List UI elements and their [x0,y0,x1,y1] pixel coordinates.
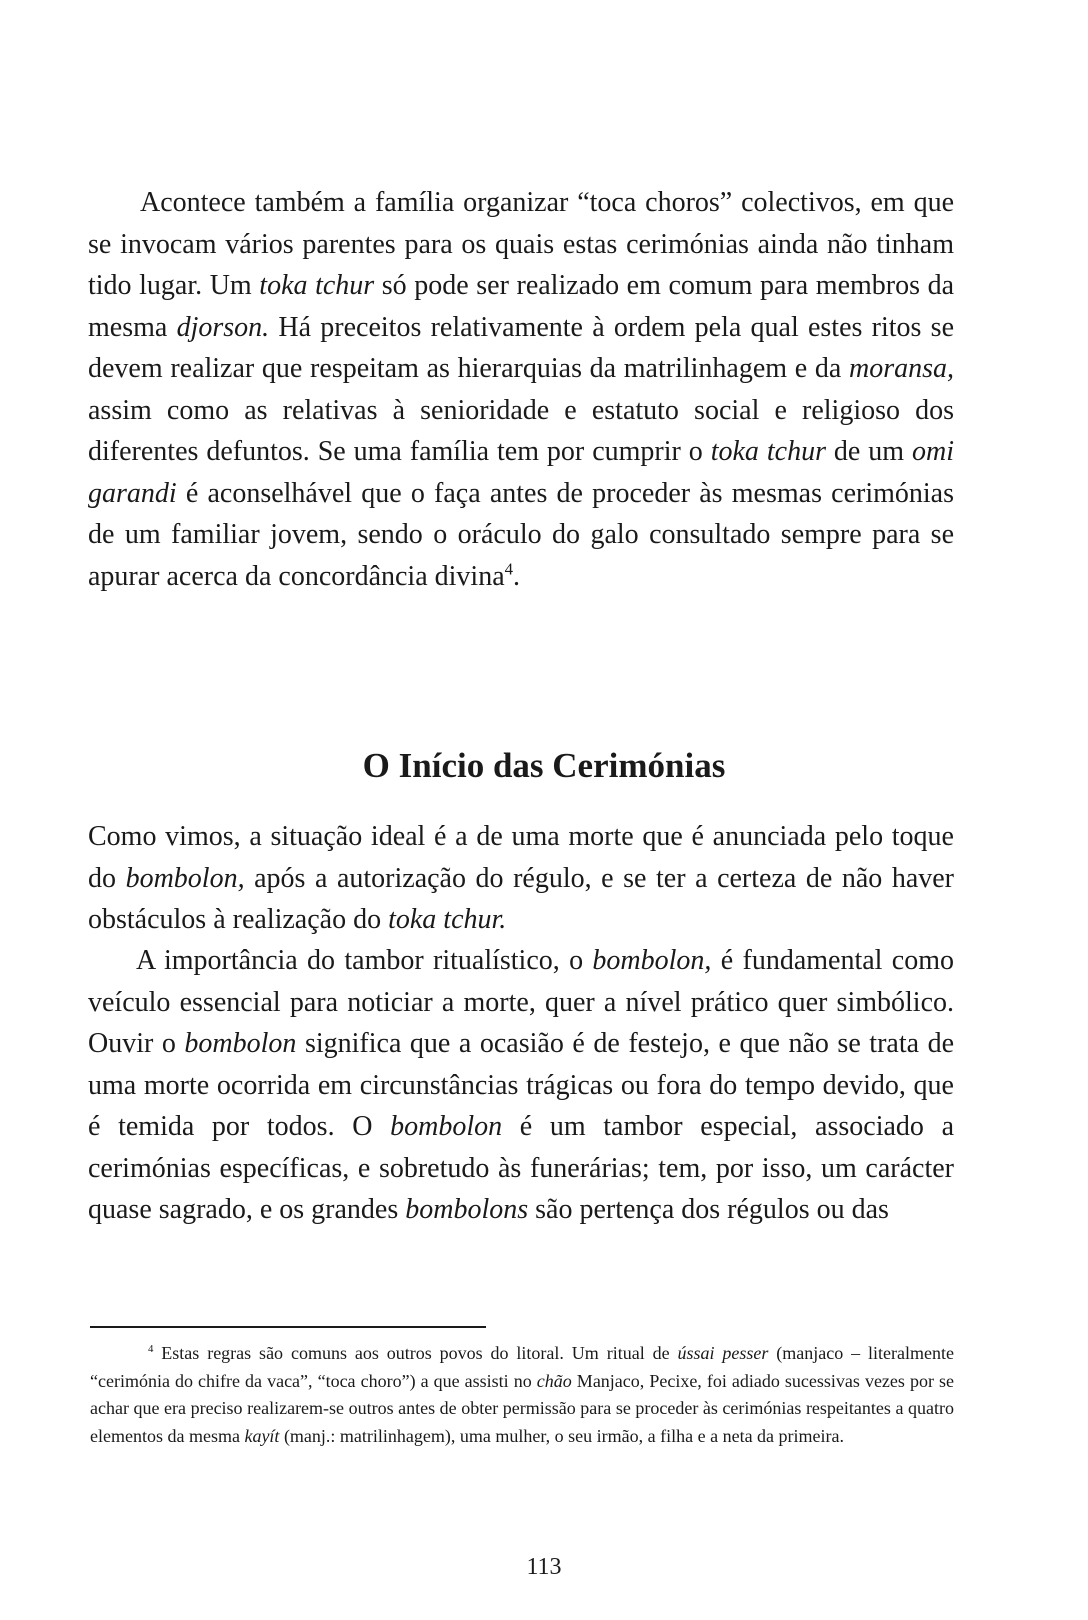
italic-term: bombolon, [125,862,245,894]
paragraph-situacao-ideal [88,816,954,941]
text-run: (manjaco – literalmente “cerimónia do chifre da vaca”, “toca choro”) a que assisti no [90,1343,955,1391]
text-run: é aconselhável que o faça antes de proceder às mesmas cerimónias de um familiar jovem, sendo o oráculo do galo consultado sempre para se apurar acerca da concordância divina [88,477,954,592]
footnote-number: 4 [148,1343,154,1355]
italic-term: bombolons [405,1194,529,1225]
italic-term: kayít [244,1425,280,1446]
italic-term: bombolon, [592,945,712,976]
text-run: Estas regras são comuns aos outros povos do litoral. Um ritual de [153,1343,678,1363]
italic-term: chão [536,1370,572,1391]
text-run: só pode ser realizado em comum para membros da mesma [88,270,955,343]
paragraph-tambor [88,940,954,1231]
text-run: A importância do tambor ritualístico, o [136,945,593,976]
text-run: assim como as relativas à senioridade e estatuto social e religioso dos diferentes defuntos. Se uma família tem por cumprir o [88,394,954,467]
text-run: Acontece também a família organizar “toca choros” colectivos, em que se invocam vários parentes para os quais estas cerimónias ainda não tinham tido lugar. Um [88,187,954,301]
footnote-reference[interactable]: 4 [504,559,514,579]
text-run: é um tambor especial, associado a cerimónias específicas, e sobretudo às funerárias; tem, por isso, um carácter quase sagrado, e os grandes [88,1111,954,1225]
italic-term: omi garandi [88,436,954,509]
italic-term: toka tchur. [388,904,507,935]
text-run: . [513,560,521,592]
text-run: são pertença dos régulos ou das [528,1194,889,1225]
text-run: é fundamental como veículo essencial para noticiar a morte, quer a nível prático quer simbólico. Ouvir o [88,945,954,1059]
paragraph-toca-choros [88,182,954,597]
text-run: de um [825,436,912,467]
italic-term: toka tchur [710,436,826,467]
footnote-divider [90,1326,486,1328]
italic-term: moransa, [848,353,954,384]
text-run: Como vimos, a situação ideal é a de uma morte que é anunciada pelo toque do [88,821,954,894]
text-run: Manjaco, Pecixe, foi adiado sucessivas vezes por se achar que era preciso realizarem-se outros antes de obter permissão para se proceder às cerimónias respeitantes a quatro elementos da mesma [90,1370,954,1446]
italic-term: djorson. [176,311,270,343]
footnote [90,1340,954,1450]
page-number: 113 [526,1554,562,1580]
text-run: após a autorização do régulo, e se ter a certeza de não haver obstáculos à realização do [88,862,955,935]
text-run: (manj.: matrilinhagem), uma mulher, o seu irmão, a filha e a neta da primeira. [279,1425,845,1446]
italic-term: ússai pesser [677,1343,769,1363]
italic-term: toka tchur [259,270,375,301]
italic-term: bombolon [184,1028,297,1059]
section-heading: O Início das Cerimónias [362,746,726,785]
text-run: Há preceitos relativamente à ordem pela qual estes ritos se devem realizar que respeitam as hierarquias da matrilinhagem e da [88,311,955,384]
italic-term: bombolon [390,1111,503,1142]
text-run: significa que a ocasião é de festejo, e que não se trata de uma morte ocorrida em circunstâncias trágicas ou fora do tempo devido, que é temida por todos. O [88,1028,954,1142]
